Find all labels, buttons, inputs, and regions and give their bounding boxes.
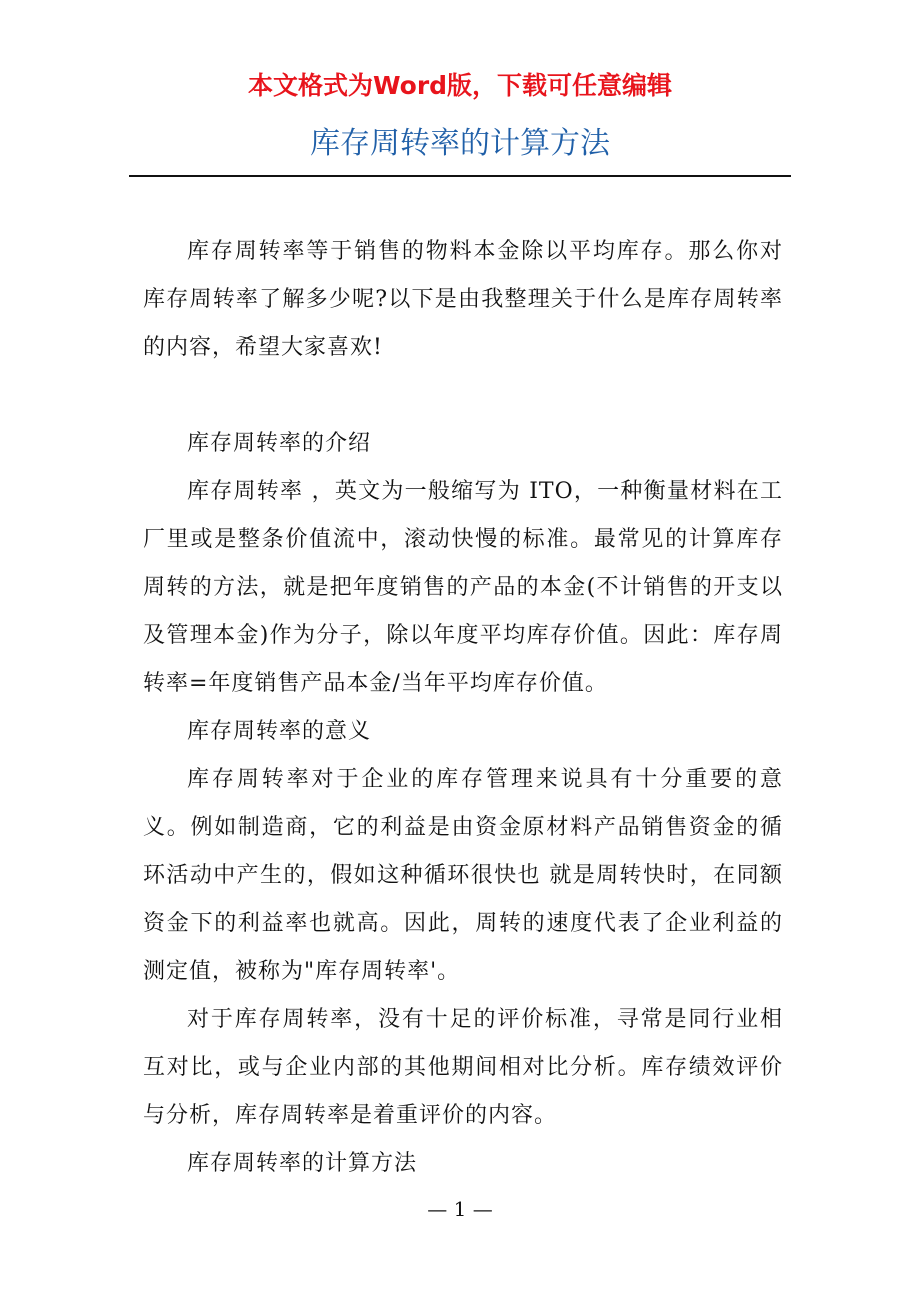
section-heading-introduction: 库存周转率的介绍	[187, 431, 372, 456]
download-notice-banner: 本文格式为Word版，下载可任意编辑	[247, 71, 673, 100]
section-heading-calculation: 库存周转率的计算方法	[187, 1151, 418, 1176]
intro-paragraph: 库存周转率等于销售的物料本金除以平均库存。那么你对库存周转率了解多少呢?以下是由我整理关于什么是库存周转率的内容，希望大家喜欢!	[143, 239, 783, 360]
section-heading-significance: 库存周转率的意义	[187, 719, 372, 744]
title-divider	[129, 175, 791, 177]
document-body	[143, 228, 783, 1188]
evaluation-paragraph: 对于库存周转率，没有十足的评价标准，寻常是同行业相互对比，或与企业内部的其他期间相对比分析。库存绩效评价与分析，库存周转率是着重评价的内容。	[143, 1007, 783, 1128]
page-number: — 1 —	[427, 1197, 493, 1221]
significance-paragraph: 库存周转率对于企业的库存管理来说具有十分重要的意义。例如制造商，它的利益是由资金原材料产品销售资金的循环活动中产生的，假如这种循环很快也 就是周转快时，在同额资金下的利益率也就高。因此，周转的速度代表了企业利益的测定值，被称为"库存周转率'。	[143, 767, 783, 984]
definition-paragraph: 库存周转率 ，英文为一般缩写为 ITO，一种衡量材料在工厂里或是整条价值流中，滚动快慢的标准。最常见的计算库存周转的方法，就是把年度销售的产品的本金(不计销售的开支以及管理本金)作为分子，除以年度平均库存价值。因此：库存周转率=年度销售产品本金/当年平均库存价值。	[143, 479, 783, 696]
document-title: 库存周转率的计算方法	[310, 126, 610, 161]
blank-line	[143, 372, 783, 420]
